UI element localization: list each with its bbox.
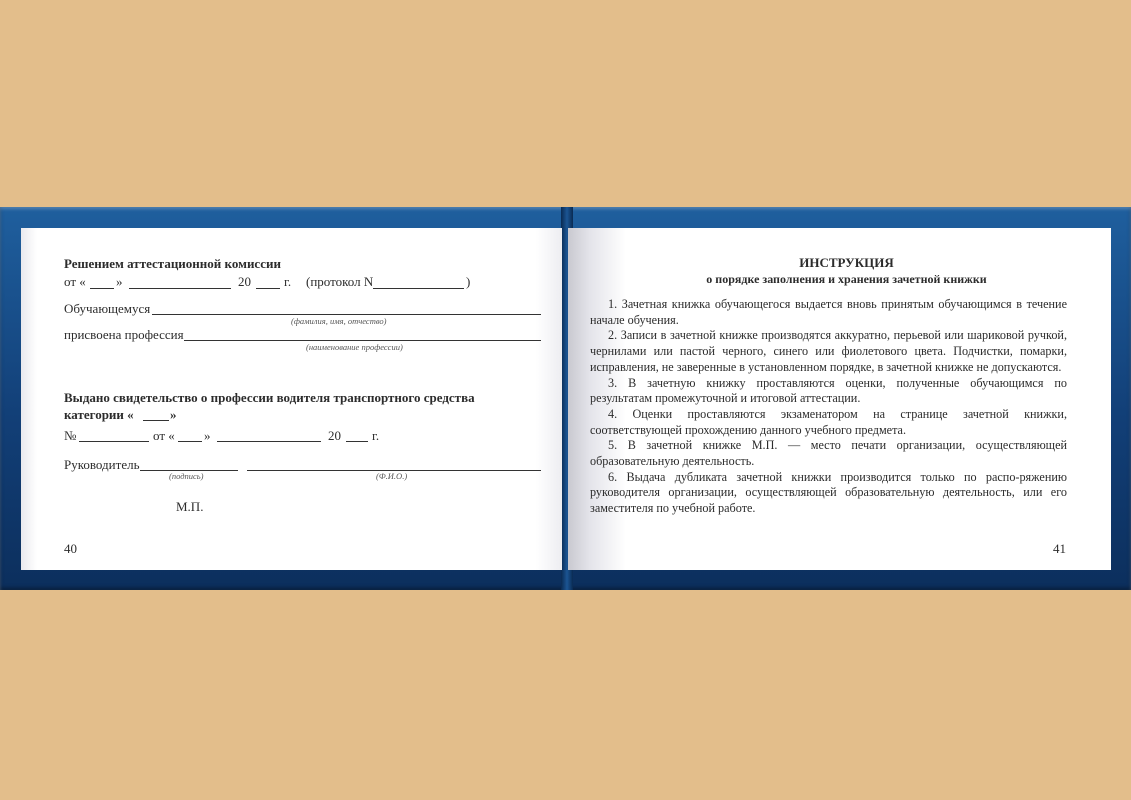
instruction-list: [590, 297, 1067, 517]
student-label: Обучающемуся: [64, 301, 151, 316]
right-page: [568, 228, 1111, 570]
year-field[interactable]: [256, 288, 280, 289]
protocol-number-field[interactable]: [373, 288, 464, 289]
cert-year-field[interactable]: [346, 441, 368, 442]
instruction-item-2: 2. Записи в зачетной книжке производятся аккуратно, перьевой или шариковой ручкой, чернилами или пастой черного, синего или фиолетового цвета. Подчистки, помарки, исправления, не заверенные в установленном порядке, в зачетной книжке не допускаются.: [590, 328, 1067, 374]
cert-month-field[interactable]: [217, 441, 321, 442]
category-field[interactable]: [143, 420, 169, 421]
head-label: Руководитель: [64, 457, 140, 472]
day-field[interactable]: [90, 288, 114, 289]
instruction-title: ИНСТРУКЦИЯ: [799, 255, 894, 270]
instruction-subtitle: о порядке заполнения и хранения зачетной книжки: [706, 272, 987, 286]
profession-field[interactable]: [184, 340, 541, 341]
instruction-item-5: 5. В зачетной книжке М.П. — место печати организации, осуществляющей образовательную деятельность.: [590, 438, 1067, 469]
certificate-number-field[interactable]: [79, 441, 149, 442]
instruction-item-4: 4. Оценки проставляются экзаменатором на странице зачетной книжки, соответствующей прохождению данного учебного предмета.: [590, 406, 1067, 437]
month-field[interactable]: [129, 288, 231, 289]
fio-hint: (Ф.И.О.): [376, 471, 408, 481]
page-number-right: 41: [1053, 541, 1066, 556]
student-hint: (фамилия, имя, отчество): [291, 316, 387, 326]
profession-hint: (наименование профессии): [306, 342, 403, 352]
profession-label: присвоена профессия: [64, 327, 184, 342]
page-number-left: 40: [64, 541, 77, 556]
decision-title: Решением аттестационной комиссии: [64, 256, 281, 271]
student-name-field[interactable]: [152, 314, 541, 315]
instruction-item-1: 1. Зачетная книжка обучающегося выдается вновь принятым обучающимся в течение начале обучения.: [590, 297, 1067, 327]
stamp-place: М.П.: [176, 499, 204, 514]
instruction-item-6: 6. Выдача дубликата зачетной книжки производится только по распо-ряжению руководителя организации, осуществляющей образовательную деятельность, или его заместителя по учебной работе.: [590, 469, 1067, 516]
cert-day-field[interactable]: [178, 441, 202, 442]
certificate-title: Выдано свидетельство о профессии водителя транспортного средства: [64, 390, 475, 405]
instruction-item-3: 3. В зачетную книжку проставляются оценки, полученные обучающимся по результатам промежуточной и итоговой аттестации.: [590, 375, 1067, 406]
signature-hint: (подпись): [169, 471, 204, 481]
left-page: Решением аттестационной комиссии от « » 20 г. (протокол N ) Обучающемуся (фамилия, имя, отчество) присвоена профессия (наименование профессии) Выдано свидетельство о профессии водителя транспортного средства категории « » № от « » 20 г. Руководитель (подпись) (Ф.И.О.) М.П. 40: [21, 228, 562, 570]
